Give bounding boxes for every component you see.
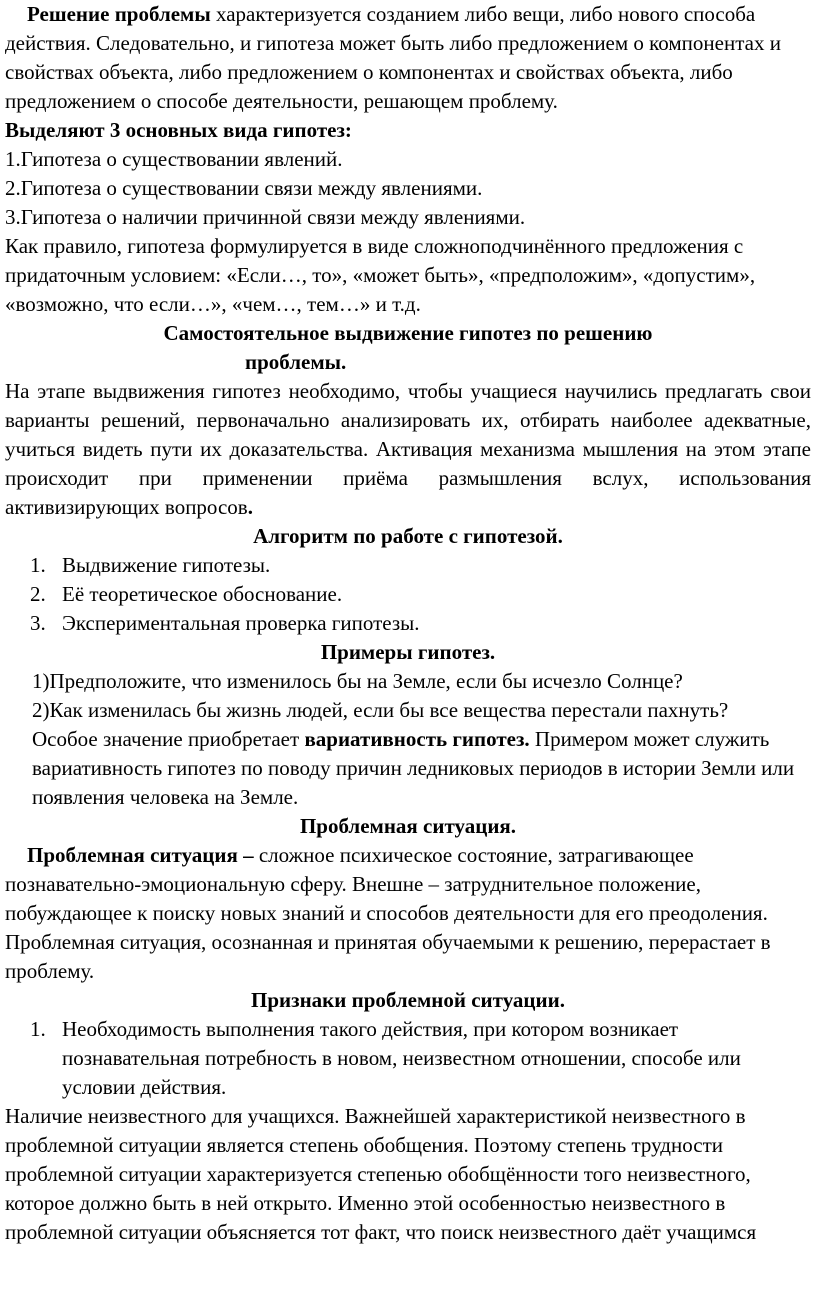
signs-list <box>5 1015 811 1102</box>
intro-text: характеризуется созданием либо вещи, либо нового способа действия. Следовательно, и гипотеза может быть либо предложением о компонентах и свойствах объекта, либо предложением о компонентах и свойствах объекта, либо предложением о способе деятельности, решающем проблему. <box>5 2 781 113</box>
list-item <box>5 551 811 580</box>
situation-heading: Проблемная ситуация. <box>299 814 517 838</box>
examples-heading: Примеры гипотез. <box>320 640 496 664</box>
self-heading-cont: проблемы. <box>245 350 347 374</box>
list-number: 2. <box>30 582 46 606</box>
algorithm-list <box>5 551 811 638</box>
self-heading: Самостоятельное выдвижение гипотез по решению <box>163 321 653 345</box>
types-item: 1.Гипотеза о существовании явлений. <box>5 147 343 171</box>
types-heading: Выделяют 3 основных вида гипотез: <box>5 118 352 142</box>
variety-paragraph: Особое значение приобретает вариативность гипотез. Примером может служить вариативность гипотез по поводу причин ледниковых периодов в истории Земли или появления человека на Земле. <box>32 727 795 809</box>
signs-heading: Признаки проблемной ситуации. <box>251 988 565 1012</box>
signs-paragraph: Наличие неизвестного для учащихся. Важнейшей характеристикой неизвестного в проблемной ситуации является степень обобщения. Поэтому степень трудности проблемной ситуации характеризуется степенью обобщённости того неизвестного, которое должно быть в ней открыто. Именно этой особенностью неизвестного в проблемной ситуации объясняется тот факт, что поиск неизвестного даёт учащимся <box>5 1104 757 1244</box>
list-number: 1. <box>30 1017 46 1041</box>
list-label: Выдвижение гипотезы. <box>62 553 271 577</box>
list-number: 3. <box>30 611 46 635</box>
self-paragraph: На этапе выдвижения гипотез необходимо, чтобы учащиеся научились предлагать свои варианты решений, первоначально анализировать их, отбирать наиболее адекватные, учиться видеть пути их доказательства. Активация механизма мышления на этом этапе происходит при применении приёма размышления вслух, использования активизирующих вопросов. <box>5 379 811 519</box>
intro-paragraph <box>5 0 811 116</box>
types-note: Как правило, гипотеза формулируется в виде сложноподчинённого предложения с придаточным условием: «Если…, то», «может быть», «предположим», «допустим», «возможно, что если…», «чем…, тем…» и т.д. <box>5 234 756 316</box>
document-page <box>5 0 811 1247</box>
list-number: 1. <box>30 553 46 577</box>
list-label: Её теоретическое обоснование. <box>62 582 343 606</box>
example-item: 1)Предположите, что изменилось бы на Земле, если бы исчезло Солнце? <box>32 669 683 693</box>
situation-paragraph: Проблемная ситуация – сложное психическое состояние, затрагивающее познавательно-эмоциональную сферу. Внешне – затруднительное положение, побуждающее к поиску новых знаний и способов деятельности для его преодоления. Проблемная ситуация, осознанная и принятая обучаемыми к решению, перерастает в проблему. <box>5 843 771 983</box>
list-label: Необходимость выполнения такого действия, при котором возникает познавательная потребность в новом, неизвестном отношении, способе или условии действия. <box>62 1017 741 1099</box>
algorithm-heading: Алгоритм по работе с гипотезой. <box>253 524 563 548</box>
list-item <box>5 580 811 609</box>
list-label: Экспериментальная проверка гипотезы. <box>62 611 420 635</box>
list-item <box>5 609 811 638</box>
example-item: 2)Как изменилась бы жизнь людей, если бы все вещества перестали пахнуть? <box>32 698 729 722</box>
types-item: 3.Гипотеза о наличии причинной связи между явлениями. <box>5 205 526 229</box>
types-item: 2.Гипотеза о существовании связи между явлениями. <box>5 176 483 200</box>
list-item <box>5 1015 811 1102</box>
intro-term: Решение проблемы <box>27 2 211 26</box>
